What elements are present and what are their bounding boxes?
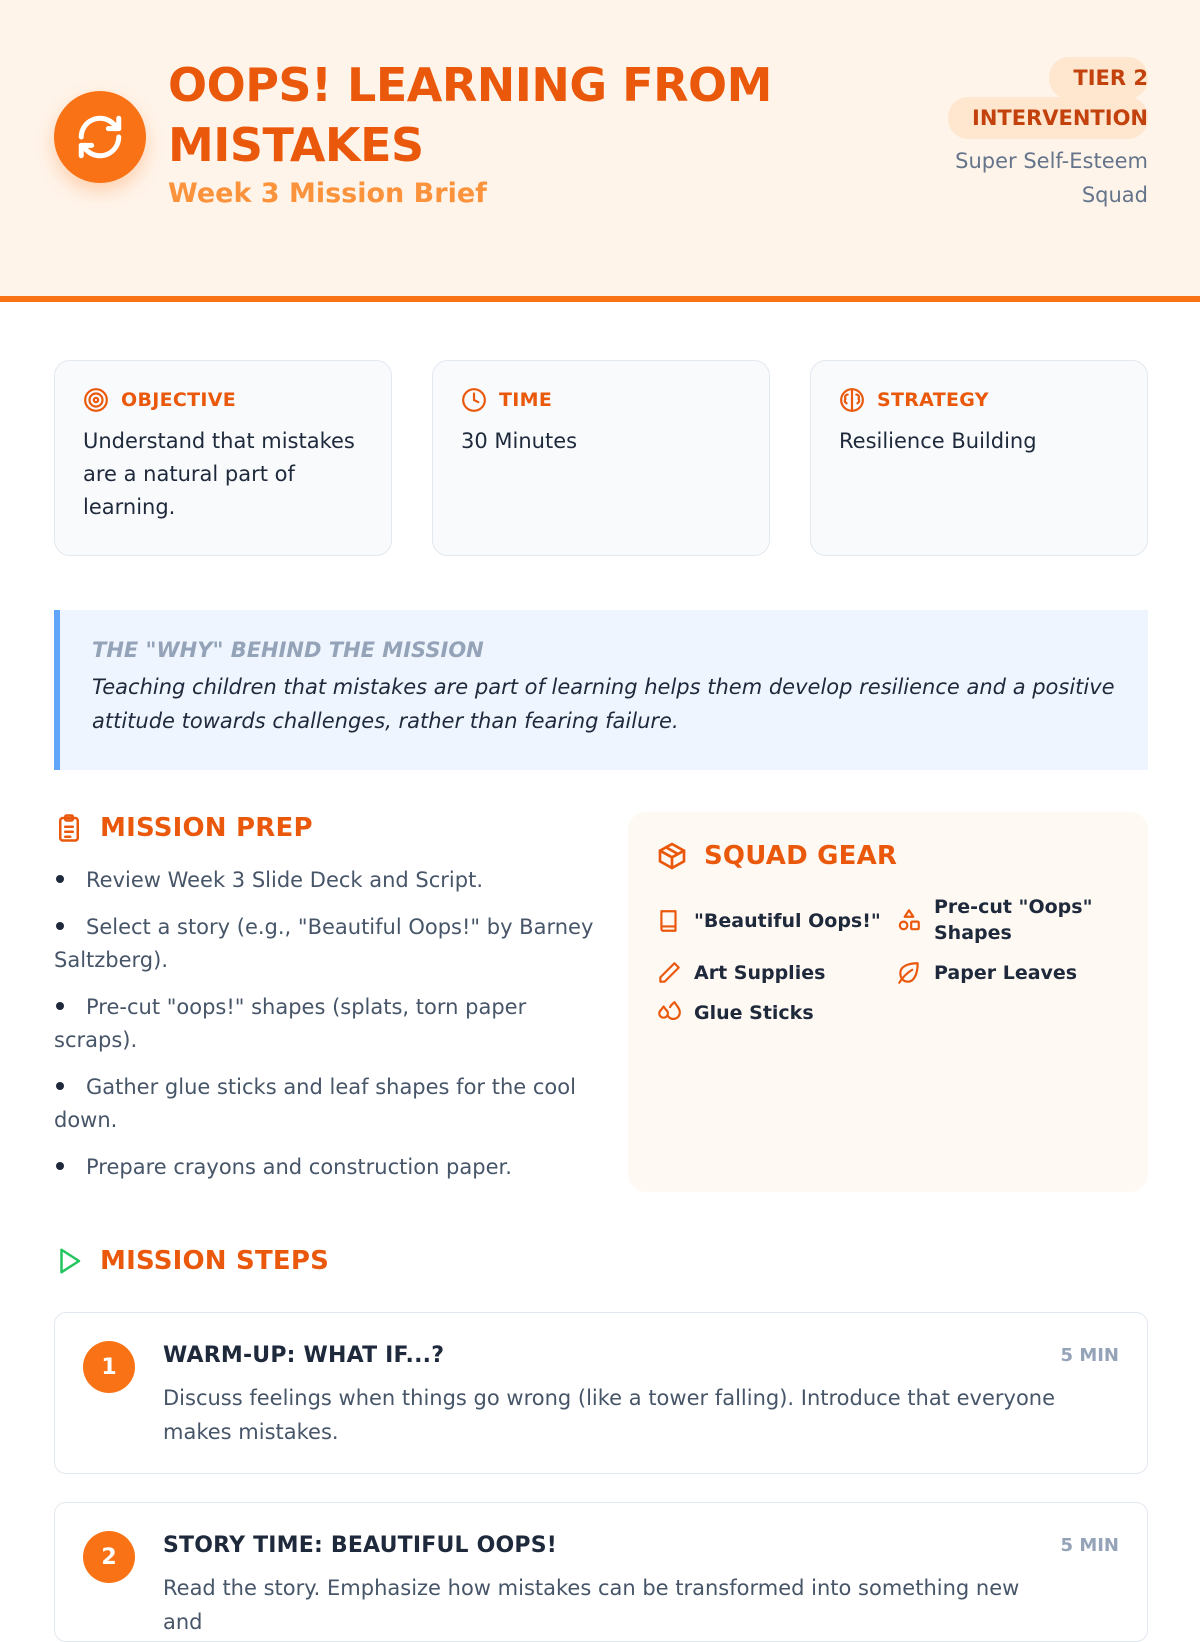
steps-title: MISSION STEPS bbox=[100, 1246, 330, 1276]
step-text: Discuss feelings when things go wrong (like a tower falling). Introduce that everyone makes mistakes. bbox=[163, 1386, 1056, 1444]
why-text: Teaching children that mistakes are part of learning helps them develop resilience and a positive attitude towards challenges, rather than fearing failure. bbox=[92, 675, 1115, 733]
gear-item-leaves: Paper Leaves bbox=[896, 960, 1077, 986]
clipboard-icon bbox=[54, 812, 84, 844]
strategy-card bbox=[810, 360, 1148, 556]
objective-card bbox=[54, 360, 392, 556]
tier-block bbox=[938, 58, 1148, 212]
gear-item-art: Art Supplies bbox=[656, 960, 825, 986]
brain-icon bbox=[839, 387, 865, 413]
step-title: WARM-UP: WHAT IF...? bbox=[163, 1343, 445, 1368]
gear-item-glue: Glue Sticks bbox=[656, 1000, 814, 1026]
list-item: Pre-cut "oops!" shapes (splats, torn paper scraps). bbox=[54, 995, 527, 1052]
gear-item-book: "Beautiful Oops!" bbox=[656, 908, 881, 934]
list-item: Review Week 3 Slide Deck and Script. bbox=[54, 864, 594, 897]
prep-title: MISSION PREP bbox=[100, 813, 313, 843]
step-time: 5 MIN bbox=[1060, 1535, 1119, 1556]
tier-badge: TIER 2 INTERVENTION bbox=[948, 57, 1148, 139]
strategy-text: Resilience Building bbox=[839, 429, 1037, 453]
step-title: STORY TIME: BEAUTIFUL OOPS! bbox=[163, 1533, 558, 1558]
step-card bbox=[54, 1312, 1148, 1474]
page-title: OOPS! LEARNING FROM MISTAKES bbox=[168, 58, 772, 172]
steps-heading bbox=[54, 1246, 329, 1276]
shapes-icon bbox=[896, 907, 922, 933]
time-card bbox=[432, 360, 770, 556]
target-icon bbox=[83, 387, 109, 413]
step-number: 2 bbox=[83, 1531, 135, 1583]
step-number: 1 bbox=[83, 1341, 135, 1393]
gear-title: SQUAD GEAR bbox=[704, 841, 898, 871]
leaf-icon bbox=[896, 960, 922, 986]
strategy-label: STRATEGY bbox=[877, 389, 989, 411]
step-time: 5 MIN bbox=[1060, 1345, 1119, 1366]
list-item: Prepare crayons and construction paper. bbox=[54, 1151, 594, 1184]
time-text: 30 Minutes bbox=[461, 429, 578, 453]
refresh-icon bbox=[54, 91, 146, 183]
book-icon bbox=[656, 908, 682, 934]
prep-heading bbox=[54, 812, 313, 844]
prep-list bbox=[54, 864, 594, 1198]
gear-heading bbox=[656, 840, 897, 872]
play-icon bbox=[54, 1246, 84, 1276]
program-name: Super Self-Esteem Squad bbox=[955, 149, 1148, 207]
time-label: TIME bbox=[499, 389, 553, 411]
clock-icon bbox=[461, 387, 487, 413]
list-item: Select a story (e.g., "Beautiful Oops!" by Barney Saltzberg). bbox=[54, 915, 594, 972]
why-label: THE "WHY" BEHIND THE MISSION bbox=[92, 638, 484, 662]
header bbox=[0, 0, 1200, 302]
pencil-icon bbox=[656, 960, 682, 986]
objective-label: OBJECTIVE bbox=[121, 389, 237, 411]
gear-item-shapes: Pre-cut "Oops" Shapes bbox=[896, 894, 1106, 946]
package-icon bbox=[656, 840, 688, 872]
list-item: Gather glue sticks and leaf shapes for the cool down. bbox=[54, 1075, 576, 1132]
objective-text: Understand that mistakes are a natural part of learning. bbox=[83, 429, 355, 519]
page-subtitle: Week 3 Mission Brief bbox=[168, 178, 487, 209]
gear-panel bbox=[628, 812, 1148, 1192]
droplets-icon bbox=[656, 1000, 682, 1026]
step-text: Read the story. Emphasize how mistakes can be transformed into something new and bbox=[163, 1576, 1020, 1634]
step-card bbox=[54, 1502, 1148, 1642]
why-callout bbox=[54, 610, 1148, 770]
